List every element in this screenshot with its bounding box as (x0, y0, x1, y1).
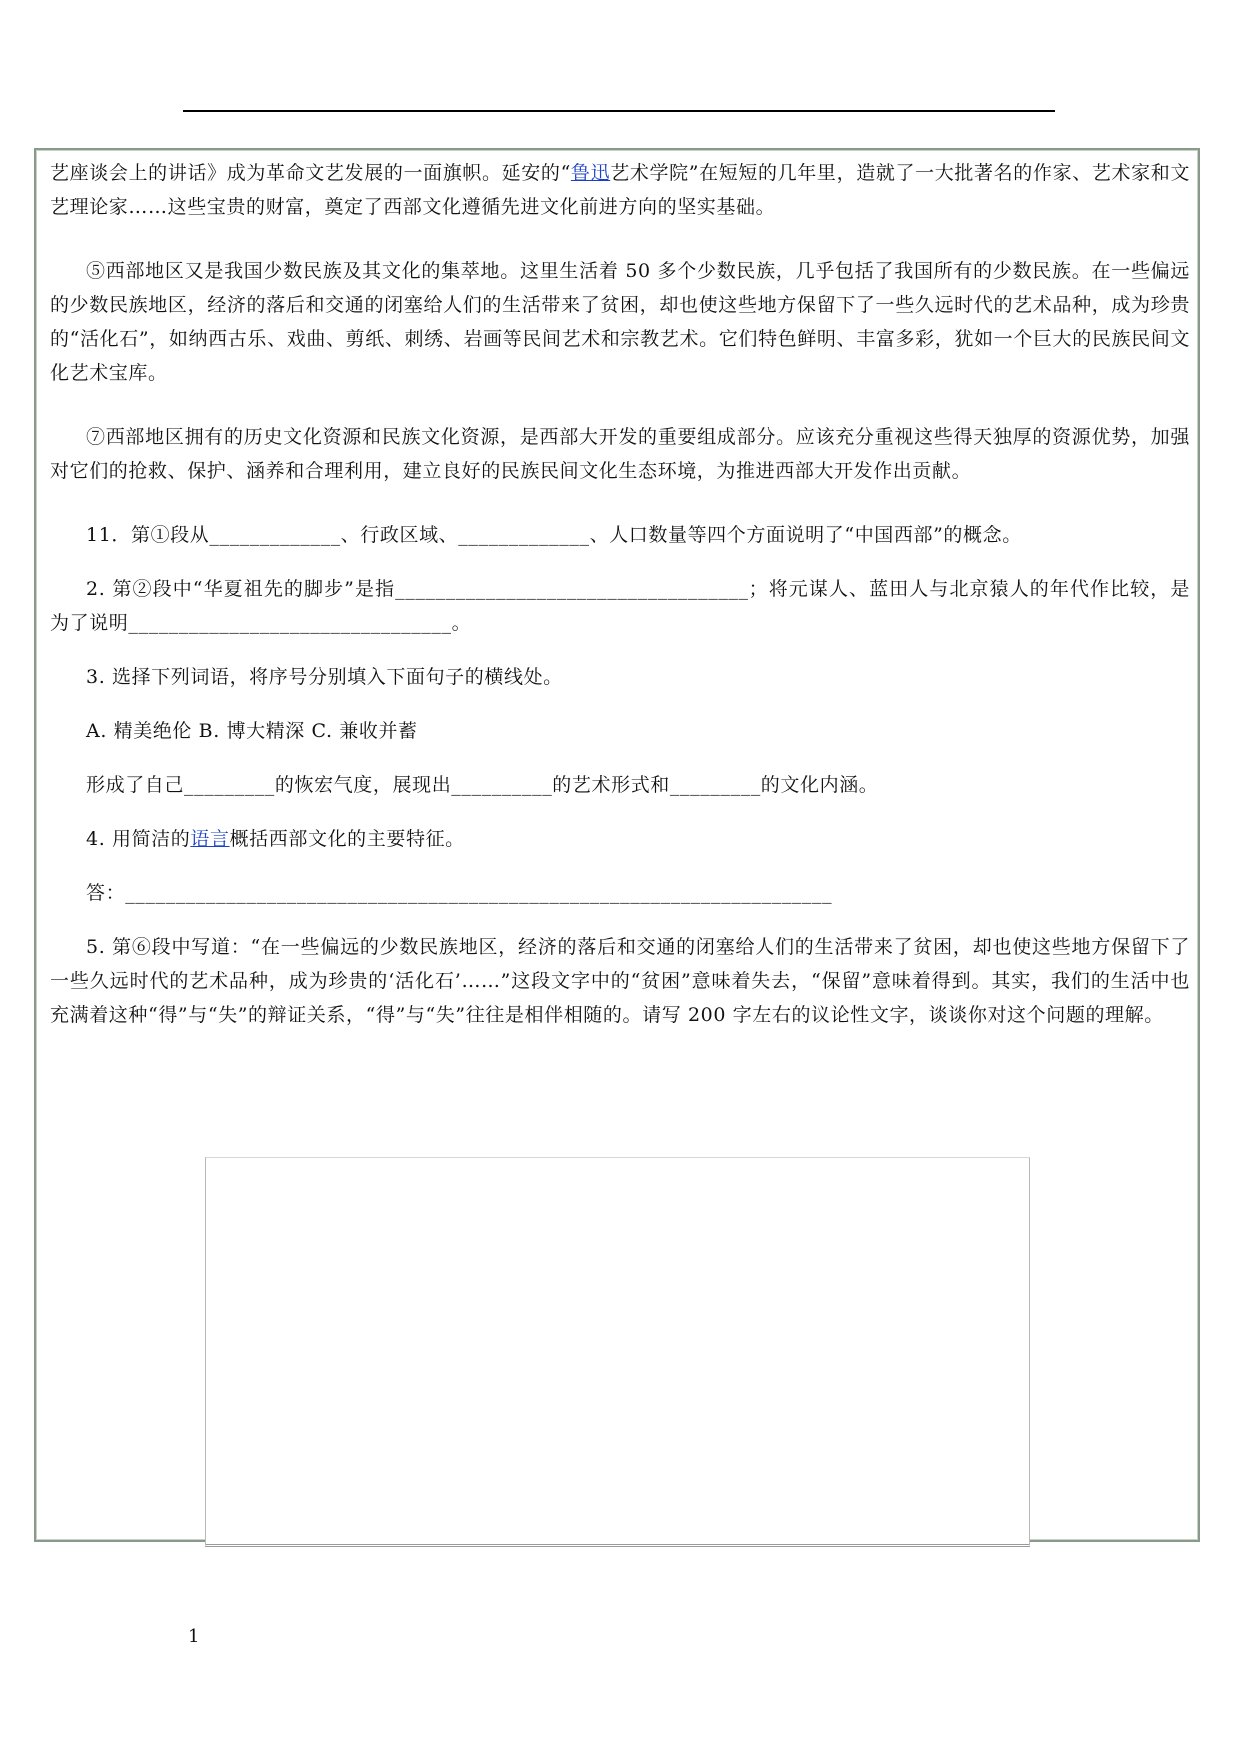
question-3-options: A. 精美绝伦 B. 博大精深 C. 兼收并蓄 (86, 720, 418, 742)
paragraph-7: ⑦西部地区拥有的历史文化资源和民族文化资源，是西部大开发的重要组成部分。应该充分重视这些得天独厚的资源优势，加强对它们的抢救、保护、涵养和合理利用，建立良好的民族民间文化生态环境，为推进西部大开发作出贡献。 (50, 426, 1190, 482)
paragraph-intro: 艺座谈会上的讲话》成为革命文艺发展的一面旗帜。延安的“鲁迅艺术学院”在短短的几年里，造就了一大批著名的作家、艺术家和文艺理论家……这些宝贵的财富，奠定了西部文化遵循先进文化前进方向的坚实基础。 (50, 162, 1190, 218)
question-1: 11．第①段从_____________、行政区域、_____________、人口数量等四个方面说明了“中国西部”的概念。 (86, 524, 1022, 546)
paragraph-5: ⑤西部地区又是我国少数民族及其文化的集萃地。这里生活着 50 多个少数民族，几乎包括了我国所有的少数民族。在一些偏远的少数民族地区，经济的落后和交通的闭塞给人们的生活带来了贫困，却也使这些地方保留下了一些久远时代的艺术品种，成为珍贵的“活化石”，如纳西古乐、戏曲、剪纸、刺绣、岩画等民间艺术和宗教艺术。它们特色鲜明、丰富多彩，犹如一个巨大的民族民间文化艺术宝库。 (50, 260, 1190, 384)
question-3-sentence: 形成了自己_________的恢宏气度，展现出__________的艺术形式和_________的文化内涵。 (86, 774, 879, 796)
link-yuyan[interactable]: 语言 (190, 828, 230, 850)
question-3: 3. 选择下列词语，将序号分别填入下面句子的横线处。 (86, 666, 563, 688)
document-body (50, 156, 1190, 1062)
link-luxun[interactable]: 鲁迅 (570, 162, 611, 184)
page-number: 1 (188, 1626, 200, 1647)
question-5: 5. 第⑥段中写道：“在一些偏远的少数民族地区，经济的落后和交通的闭塞给人们的生活带来了贫困，却也使这些地方保留下了一些久远时代的艺术品种，成为珍贵的‘活化石’……”这段文字中的“贫困”意味着失去，“保留”意味着得到。其实，我们的生活中也充满着这种“得”与“失”的辩证关系，“得”与“失”往往是相伴相随的。请写 200 字左右的议论性文字，谈谈你对这个问题的理解。 (50, 936, 1190, 1026)
question-4: 4. 用简洁的语言概括西部文化的主要特征。 (86, 828, 465, 850)
header-rule (183, 110, 1055, 112)
question-4-answer-line: 答：______________________________________________________________________ (86, 882, 833, 904)
answer-writing-box[interactable] (205, 1157, 1030, 1547)
question-2: 2. 第②段中“华夏祖先的脚步”是指___________________________________；将元谋人、蓝田人与北京猿人的年代作比较，是为了说明________________________________。 (50, 578, 1190, 634)
